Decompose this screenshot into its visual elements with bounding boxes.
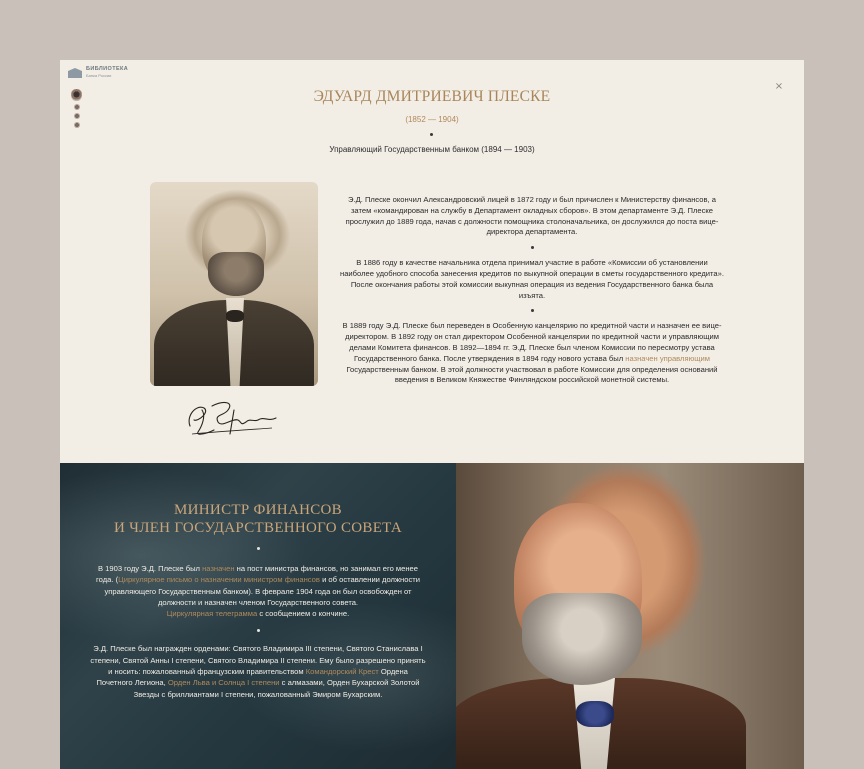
- separator-dot: [531, 309, 534, 312]
- close-button[interactable]: ×: [774, 81, 784, 92]
- separator-dot: [531, 246, 534, 249]
- circular-telegram-link[interactable]: Циркулярная телеграмма: [166, 609, 258, 619]
- position-title: Управляющий Государственным банком (1894 — 1903): [329, 145, 535, 154]
- signature-image: [184, 396, 284, 438]
- circular-letter-link[interactable]: Циркулярное письмо о назначении министром финансов: [118, 575, 320, 585]
- order-lion-sun-link[interactable]: Орден Льва и Солнца I степени: [167, 678, 280, 688]
- separator-dot: [257, 547, 260, 550]
- bio-paragraph-1: Э.Д. Плеске окончил Александровский лицей в 1872 году и был причислен к Министерству финансов, а затем «командирован на службу в Департамент окладных сборов». В этом департаменте Э.Д. Плеске прослужил до 1889 года, начав с должности помощника столоначальника, он дослужился до поста вице-директора департамента.: [345, 195, 719, 237]
- marble-background: [60, 463, 456, 769]
- portrait-photo: [150, 182, 318, 386]
- commander-cross-link[interactable]: Командорский Крест: [305, 667, 379, 677]
- bio-paragraph-2: В 1886 году в качестве начальника отдела принимал участие в работе «Комиссии об установлении наиболее удобного способа занесения кредитов по выкупной операции в сметы государственного кредита». После окончания работы этой комиссии выкупная операция из ведения Государственного банка была изъята.: [340, 258, 724, 300]
- biography-modal: [60, 60, 804, 769]
- minister-text: [90, 563, 426, 700]
- minister-paragraph-1: В 1903 году Э.Д. Плеске был назначен на пост министра финансов, но занимал его менее года. (Циркулярное письмо о назначении министром финансов и об оставлении должности управляющего Государственным банком). В феврале 1904 года он был освобожден от должности и назначен членом Государственного совета. Циркулярная телеграмма с сообщением о кончине.: [96, 564, 420, 619]
- minister-title: МИНИСТР ФИНАНСОВ И ЧЛЕН ГОСУДАРСТВЕННОГО СОВЕТА: [113, 502, 403, 536]
- portrait-painting: [456, 463, 804, 769]
- person-name-title: ЭДУАРД ДМИТРИЕВИЧ ПЛЕСКЕ: [313, 88, 551, 105]
- library-logo[interactable]: [68, 67, 128, 78]
- minister-paragraph-2: Э.Д. Плеске был награжден орденами: Святого Владимира III степени, Святого Станислава I степени, Святой Анны I степени, Святого Владимира II степени. Ему было разрешено принять и носить: пожалованный французским правительством Командорский Крест Ордена Почетного Легиона, Орден Льва и Солнца I степени с алмазами, Орден Бухарской Золотой Звезды с бриллиантами I степени, пожалованный Эмиром Бухарским.: [90, 644, 426, 699]
- logo-title: БИБЛИОТЕКА: [86, 66, 129, 73]
- separator-dot: [257, 629, 260, 632]
- biography-header-section: [60, 60, 804, 463]
- minister-section: [60, 463, 804, 769]
- separator-dot: [430, 133, 433, 136]
- bio-paragraph-3: В 1889 году Э.Д. Плеске был переведен в Особенную канцелярию по кредитной части и назначен ее вице-директором. В 1892 году он стал директором Особенной канцелярии по кредитной части и управляющим делами Комитета финансов. В 1892—1894 гг. Э.Д. Плеске был членом Комиссии по пересмотру устава Государственного банка. После утверждения в 1894 году нового устава был назначен управляющим Государственным банком. В этой должности участвовал в работе Комиссии для определения оснований введения в Великом Княжестве Финляндском российской монетной системы.: [342, 321, 722, 385]
- appointment-link[interactable]: назначен: [202, 564, 235, 573]
- bank-building-icon: [68, 67, 82, 78]
- appointment-link[interactable]: назначен управляющим: [625, 353, 710, 363]
- life-years: (1852 — 1904): [405, 115, 459, 124]
- biography-text: [340, 195, 724, 386]
- logo-subtitle: Банка России: [86, 72, 112, 78]
